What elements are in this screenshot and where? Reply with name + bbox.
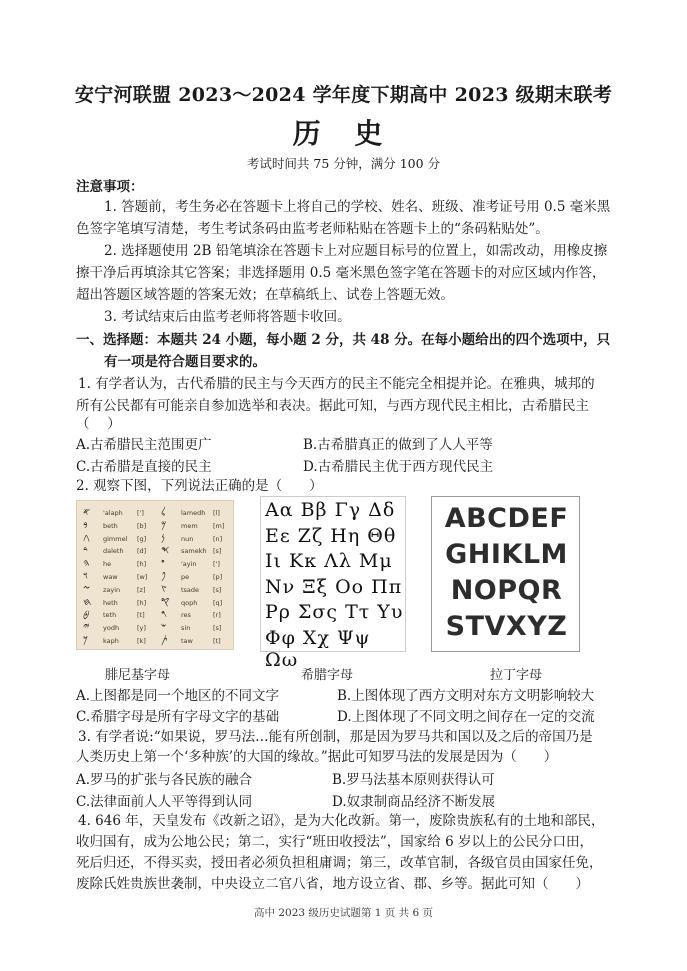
greek-letter-row: Εε Ζζ Ηη Θθ (265, 524, 397, 547)
option-label: D. (337, 709, 352, 725)
phoenician-row (77, 560, 235, 572)
phoenician-name: yodh (103, 624, 120, 633)
phoenician-glyph: 𐤏 (161, 558, 165, 570)
phoenician-glyph: 𐤉 (83, 622, 90, 634)
option-text: 希腊字母是所有字母文字的基础 (90, 709, 280, 725)
q1-option-d[interactable] (303, 455, 493, 475)
q3-option-d[interactable] (332, 790, 495, 810)
q3-stem-line-1: 3. 有学者说:“如果说，罗马法…能有所创制，那是因为罗马共和国以及之后的帝国乃是 (78, 729, 593, 745)
phoenician-sound: [k] (137, 637, 146, 645)
section-heading: 一、选择题：本题共 24 小题，每小题 2 分，共 48 分。在每小题给出的四个选项中，只 (76, 332, 611, 348)
q3-stem-line-2: 人类历史上第一个‘多种族’的大国的缘故。”据此可知罗马法的发展是因为（ ） (76, 749, 558, 765)
notice-line-5: 超出答题区域答题的答案无效；在草稿纸上、试卷上答题无效。 (76, 287, 454, 303)
phoenician-sound: [m] (213, 521, 225, 530)
latin-letter-row: ABCDEF (444, 503, 569, 534)
phoenician-name: samekh (181, 547, 207, 556)
q4-stem-line-3: 死后归还，不得买卖，授田者必须负担租庸调；第三，改革官制，各级官员由国家任免， (76, 855, 603, 871)
phoenician-name: pe (181, 573, 190, 581)
phoenician-row (77, 611, 235, 623)
notice-heading: 注意事项： (76, 179, 144, 195)
q2-option-d[interactable] (337, 705, 595, 725)
notice-line-6: 3. 考试结束后由监考老师将答题卡收回。 (104, 309, 351, 325)
option-label: A. (76, 688, 91, 704)
phoenician-sound: ['] (137, 509, 144, 517)
phoenician-glyph: 𐤄 (83, 558, 90, 570)
phoenician-glyph: 𐤒 (161, 596, 170, 608)
phoenician-row (77, 637, 235, 649)
phoenician-name: res (181, 611, 191, 620)
phoenician-name: waw (103, 573, 118, 581)
phoenician-row (77, 532, 235, 547)
option-label: C. (76, 794, 91, 810)
q2-option-c[interactable] (76, 705, 279, 725)
option-label: B. (303, 437, 318, 453)
phoenician-name: mem (181, 521, 198, 530)
phoenician-sound: [t] (137, 611, 145, 620)
phoenician-glyph: 𐤕 (161, 635, 168, 646)
greek-alphabet-figure (260, 496, 406, 671)
option-label: B. (337, 688, 352, 704)
phoenician-sound: [t] (213, 637, 221, 645)
exam-title: 安宁河联盟 2023～2024 学年度下期高中 2023 级期末联考 (74, 84, 613, 106)
phoenician-row (77, 509, 235, 521)
phoenician-name: qoph (181, 598, 198, 607)
option-text: 上图体现了西方文明对东方文明影响较大 (351, 688, 595, 704)
phoenician-sound: ['] (213, 560, 220, 569)
notice-line-2: 色签字笔填写清楚，考生考试条码由监考老师粘贴在答题卡上的“条码粘贴处”。 (76, 221, 549, 237)
phoenician-sound: [g] (137, 534, 147, 543)
phoenician-glyph: 𐤆 (83, 583, 91, 595)
option-label: C. (76, 709, 91, 725)
phoenician-row (77, 547, 235, 559)
phoenician-glyph: 𐤋 (161, 507, 166, 518)
phoenician-sound: [l] (213, 509, 220, 517)
option-text: 古希腊民主优于西方现代民主 (317, 459, 494, 475)
phoenician-glyph: 𐤁 (83, 519, 88, 531)
phoenician-name: 'ayin (181, 560, 197, 569)
phoenician-glyph: 𐤀 (83, 507, 91, 518)
phoenician-sound: [s] (213, 585, 222, 594)
phoenician-sound: [d] (137, 547, 147, 556)
phoenician-glyph: 𐤈 (83, 609, 90, 621)
greek-letter-row: Φφ Χχ Ψψ Ωω (265, 626, 371, 671)
phoenician-name: beth (103, 521, 118, 530)
q2-option-a[interactable] (76, 684, 279, 704)
latin-letter-row: GHIKLM (445, 539, 568, 570)
phoenician-name: sin (181, 624, 191, 633)
phoenician-row (77, 624, 235, 636)
q2-option-b[interactable] (337, 684, 594, 704)
phoenician-glyph: 𐤍 (161, 532, 165, 544)
subject-title: 历 史 (292, 117, 395, 150)
phoenician-sound: [b] (137, 521, 147, 530)
phoenician-name: daleth (103, 547, 124, 556)
option-label: D. (303, 459, 318, 475)
phoenician-name: he (103, 560, 112, 569)
phoenician-glyph: 𐤔 (161, 622, 167, 634)
option-text: 上图体现了不同文明之间存在一定的交流 (351, 709, 595, 725)
q4-stem-line-4: 废除氏姓贵族世袭制，中央设立二官八省，地方设立省、郡、乡等。据此可知（ ） (76, 876, 589, 892)
phoenician-name: nun (181, 534, 194, 543)
section-heading-cont: 有一项是符合题目要求的。 (104, 354, 266, 370)
phoenician-sound: [q] (213, 598, 223, 607)
q3-option-b[interactable] (332, 768, 495, 788)
phoenician-row (77, 583, 235, 598)
phoenician-name: taw (181, 637, 193, 645)
phoenician-sound: [p] (213, 573, 223, 581)
phoenician-name: gimmel (103, 534, 128, 543)
phoenician-alphabet-figure (76, 500, 234, 650)
phoenician-sound: [s] (213, 547, 222, 556)
option-text: 古希腊真正的做到了人人平等 (317, 437, 493, 453)
phoenician-sound: [y] (137, 624, 146, 633)
q1-option-a[interactable] (76, 433, 212, 453)
phoenician-name: zayin (103, 585, 121, 594)
exam-time-info: 考试时间共 75 分钟，满分 100 分 (246, 156, 441, 171)
phoenician-glyph: 𐤑 (161, 583, 167, 595)
q1-option-c[interactable] (76, 455, 212, 475)
greek-letter-row: Νν Ξξ Οο Ππ (265, 575, 403, 598)
q1-stem-line-2: 所有公民都有可能亲自参加选举和表决。据此可知，与西方现代民主相比，古希腊民主 (76, 398, 589, 414)
option-text: 古希腊民主范围更广 (90, 437, 212, 453)
greek-letter-row: Αα Ββ Γγ Δδ (265, 499, 396, 521)
latin-letter-row: STVXYZ (445, 611, 568, 642)
option-label: C. (76, 459, 91, 475)
phoenician-name: tsade (181, 585, 200, 594)
caption-latin: 拉丁字母 (490, 668, 543, 683)
q1-stem-line-1: 1. 有学者认为，古代希腊的民主与今天西方的民主不能完全相提并论。在雅典，城邦的 (78, 376, 595, 392)
option-label: A. (76, 772, 91, 788)
phoenician-glyph: 𐤃 (83, 545, 88, 557)
phoenician-sound: [s] (213, 624, 222, 633)
option-text: 法律面前人人平等得到认同 (90, 794, 253, 810)
latin-letter-row: NOPQR (450, 575, 563, 606)
option-text: 罗马法基本原则获得认可 (346, 772, 495, 788)
option-text: 奴隶制商品经济不断发展 (346, 794, 496, 810)
caption-phoenician: 腓尼基字母 (105, 668, 171, 683)
caption-greek: 希腊字母 (301, 668, 354, 683)
option-text: 上图都是同一个地区的不同文字 (90, 688, 280, 704)
phoenician-sound: [h] (137, 598, 147, 607)
phoenician-glyph: 𐤊 (83, 635, 88, 646)
phoenician-glyph: 𐤇 (83, 596, 92, 608)
phoenician-name: kaph (103, 637, 119, 645)
phoenician-sound: [r] (213, 611, 221, 620)
phoenician-name: teth (103, 611, 117, 620)
notice-line-1: 1. 答题前，考生务必在答题卡上将自己的学校、姓名、班级、准考证号用 0.5 毫米黑 (104, 199, 611, 215)
phoenician-name: heth (103, 598, 118, 607)
phoenician-name: lamedh (181, 509, 206, 517)
phoenician-row (77, 519, 235, 534)
phoenician-sound: [n] (213, 534, 223, 543)
phoenician-glyph: 𐤂 (83, 532, 90, 544)
q4-stem-line-1: 4. 646 年，天皇发布《改新之诏》，是为大化改新。第一，废除贵族私有的土地和部民， (78, 813, 605, 829)
q1-option-b[interactable] (303, 433, 493, 453)
phoenician-sound: [h] (137, 560, 147, 569)
option-label: A. (76, 437, 91, 453)
phoenician-glyph: 𐤎 (161, 545, 170, 557)
phoenician-sound: [w] (137, 573, 148, 581)
phoenician-row (77, 596, 235, 611)
phoenician-glyph: 𐤅 (83, 571, 88, 582)
option-text: 古希腊是直接的民主 (90, 459, 212, 475)
latin-alphabet-figure (431, 496, 580, 652)
phoenician-name: 'alaph (103, 509, 123, 517)
option-label: B. (332, 772, 347, 788)
notice-line-3: 2. 选择题使用 2B 铅笔填涂在答题卡上对应题目标号的位置上，如需改动，用橡皮擦 (104, 243, 608, 259)
page-footer: 高中 2023 级历史试题第 1 页 共 6 页 (254, 907, 433, 919)
q1-stem-line-3: （ ） (76, 416, 121, 432)
notice-line-4: 擦干净后再填涂其它答案；非选择题用 0.5 毫米黑色签字笔在答题卡的对应区域内作答， (76, 265, 606, 281)
q3-option-a[interactable] (76, 768, 252, 788)
option-text: 罗马的扩张与各民族的融合 (90, 772, 253, 788)
option-label: D. (332, 794, 347, 810)
q4-stem-line-2: 收归国有，成为公地公民；第二，实行“班田收授法”，国家给 6 岁以上的公民分口田， (76, 834, 593, 850)
q2-stem: 2. 观察下图，下列说法正确的是（ ） (76, 478, 323, 494)
greek-letter-row: Ιι Κκ Λλ Μμ (265, 550, 393, 572)
phoenician-row (77, 573, 235, 585)
phoenician-glyph: 𐤓 (161, 609, 167, 621)
phoenician-glyph: 𐤌 (161, 519, 167, 531)
phoenician-sound: [z] (137, 585, 146, 594)
q3-option-c[interactable] (76, 790, 252, 810)
greek-letter-row: Ρρ Σσς Ττ Υυ (265, 601, 404, 623)
phoenician-glyph: 𐤐 (161, 571, 166, 582)
